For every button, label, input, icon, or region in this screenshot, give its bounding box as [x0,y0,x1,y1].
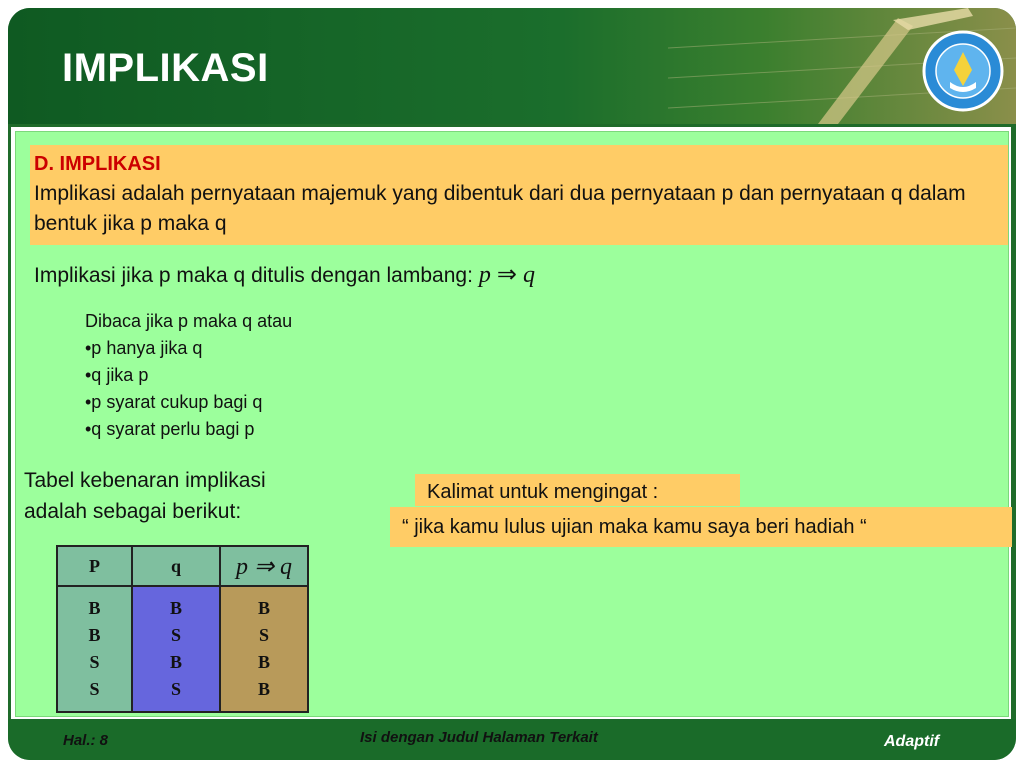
definition-text: Implikasi adalah pernyataan majemuk yang dibentuk dari dua pernyataan p dan pernyataan q dalam bentuk jika p maka q [34,182,966,235]
cell-value: S [170,679,181,699]
implies-arrow-icon: ⇒ [496,262,518,288]
cell-value: B [257,679,270,699]
cell-value: B [169,598,182,618]
cell-value: B [257,598,270,618]
footer-title: Isi dengan Judul Halaman Terkait [360,729,598,746]
cell-value: B [169,652,182,672]
slide-title: IMPLIKASI [62,46,269,90]
cell-value: S [89,679,100,699]
header-p: P [57,546,132,586]
implies-arrow-icon: ⇒ [253,553,275,580]
implication-formula [479,262,535,288]
header-implication [220,546,308,586]
page-number: Hal.: 8 [63,732,109,749]
cell-value: S [258,625,269,645]
slide-footer [8,719,1016,760]
content-panel [15,131,1009,717]
reading-list [85,308,292,443]
reading-intro: Dibaca jika p maka q atau [85,311,293,331]
slide-content [11,127,1011,719]
formula-p: p [478,262,491,288]
formula-q: q [523,262,536,288]
list-item: •q jika p [85,365,149,385]
cell-value: S [170,625,181,645]
list-item: •q syarat perlu bagi p [85,419,255,439]
symbol-statement [34,260,535,289]
truth-table [56,545,309,713]
header-formula-p: p [235,553,248,580]
cell-value: B [88,625,101,645]
mnemonic-label-box [415,474,740,506]
mnemonic-sentence: “ jika kamu lulus ujian maka kamu saya beri hadiah “ [402,516,867,538]
tut-wuri-handayani-logo-icon [922,30,1004,112]
column-p-values [57,586,132,712]
table-header-row [57,546,308,586]
header-q: q [132,546,220,586]
cell-value: B [257,652,270,672]
definition-box [30,145,1008,245]
mnemonic-sentence-box [390,507,1012,547]
mnemonic-label: Kalimat untuk mengingat : [427,481,659,503]
column-result-values [220,586,308,712]
table-intro-text: Tabel kebenaran implikasi adalah sebagai berikut: [24,469,266,523]
slide-frame [8,8,1016,760]
footer-label: Adaptif [884,733,940,750]
list-item: •p syarat cukup bagi q [85,392,263,412]
slide-header [8,8,1016,124]
list-item: •p hanya jika q [85,338,203,358]
definition-heading: D. IMPLIKASI [34,153,161,175]
cell-value: S [89,652,100,672]
symbol-text: Implikasi jika p maka q ditulis dengan lambang: [34,264,473,287]
cell-value: B [88,598,101,618]
column-q-values [132,586,220,712]
header-formula-q: q [280,553,293,580]
table-row [57,586,308,712]
